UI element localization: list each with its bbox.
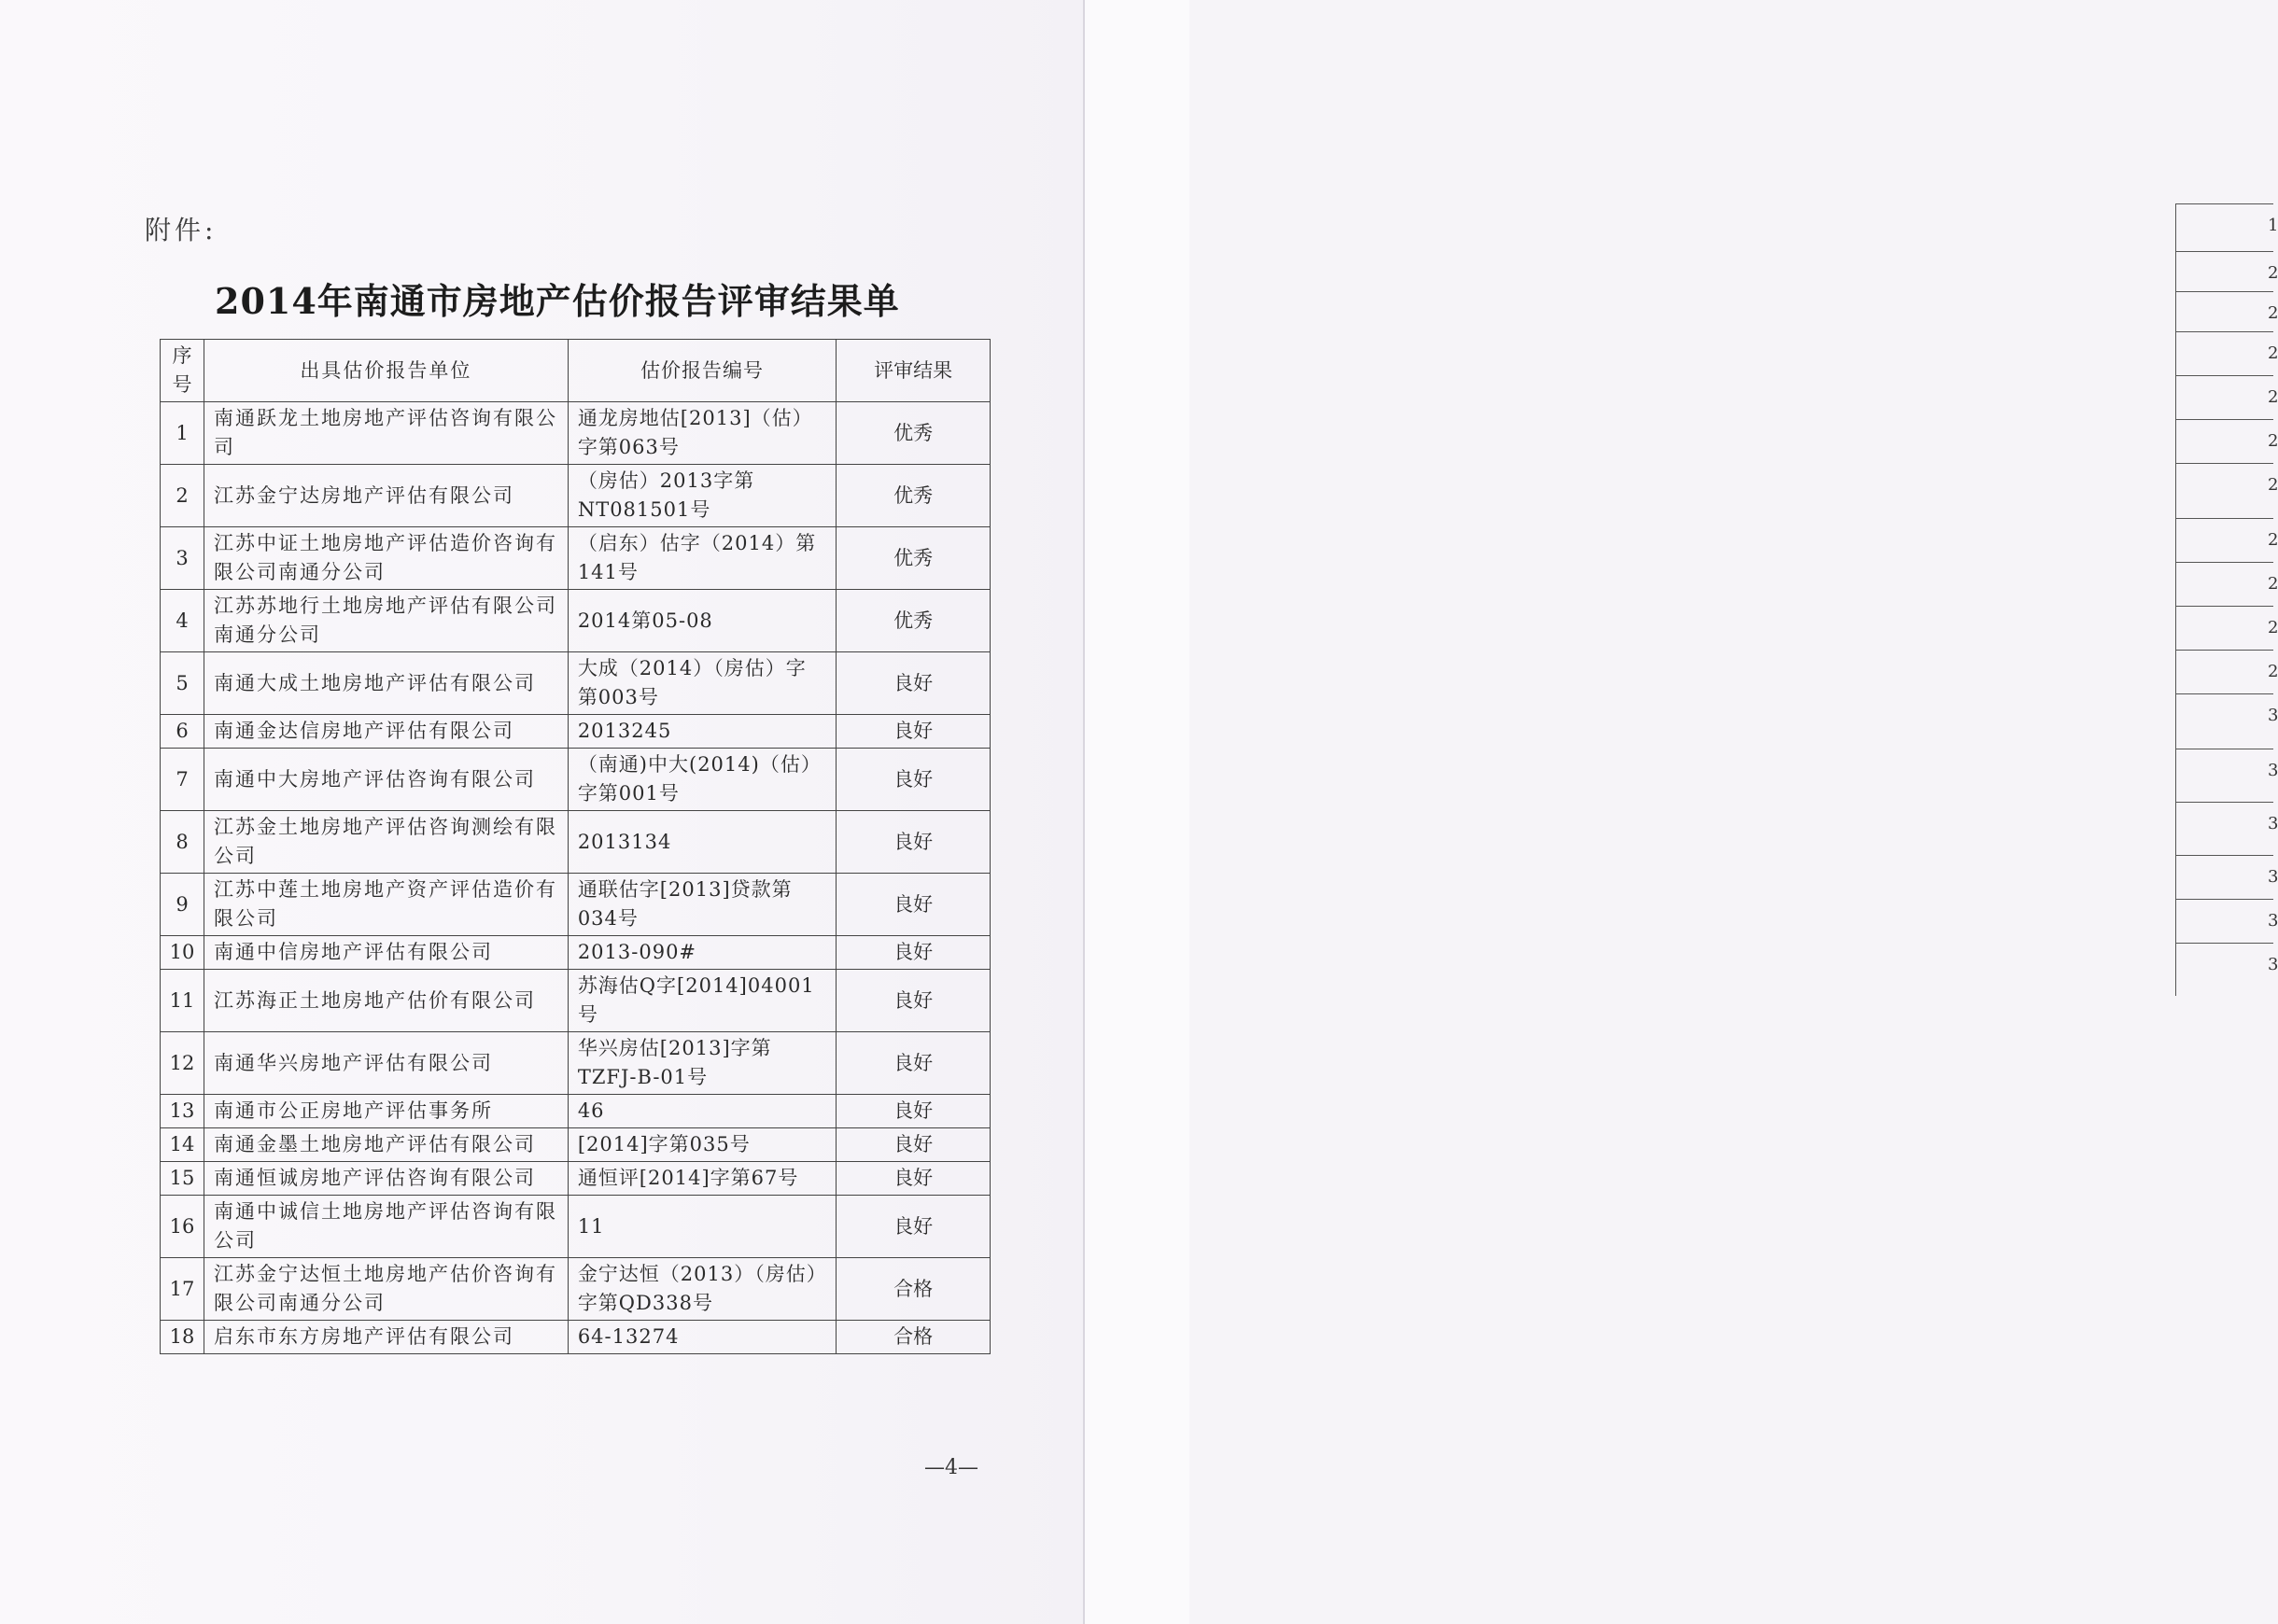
adjacent-row <box>2175 419 2278 463</box>
adjacent-row <box>2175 899 2278 943</box>
document-page <box>0 0 1083 1624</box>
row-report-code: 通龙房地估[2013]（估）字第063号 <box>568 402 836 465</box>
table-row <box>161 970 991 1032</box>
page-number: —4— <box>924 1456 978 1479</box>
row-result: 良好 <box>837 1032 991 1095</box>
adjacent-row-number: 2 <box>2268 303 2278 323</box>
adjacent-page-table <box>2175 203 2278 996</box>
row-number: 11 <box>161 970 204 1032</box>
row-result: 良好 <box>837 936 991 970</box>
row-unit: 江苏金宁达房地产评估有限公司 <box>204 465 569 527</box>
adjacent-row-number: 3 <box>2268 867 2278 887</box>
adjacent-row-number: 3 <box>2268 911 2278 931</box>
row-unit: 南通跃龙土地房地产评估咨询有限公司 <box>204 402 569 465</box>
table-row <box>161 1258 991 1321</box>
row-number: 3 <box>161 527 204 590</box>
row-report-code: 苏海估Q字[2014]04001号 <box>568 970 836 1032</box>
table-row <box>161 527 991 590</box>
adjacent-row-number: 2 <box>2268 343 2278 363</box>
row-report-code: 64-13274 <box>568 1321 836 1354</box>
adjacent-row-number: 3 <box>2268 761 2278 780</box>
adjacent-row-number: 2 <box>2268 387 2278 407</box>
row-report-code: 2013134 <box>568 811 836 874</box>
table-row <box>161 715 991 749</box>
row-report-code: 2013-090# <box>568 936 836 970</box>
adjacent-row <box>2175 518 2278 562</box>
row-report-code: 金宁达恒（2013）（房估）字第QD338号 <box>568 1258 836 1321</box>
row-result: 优秀 <box>837 402 991 465</box>
row-report-code: （启东）估字（2014）第141号 <box>568 527 836 590</box>
table-row <box>161 811 991 874</box>
row-unit: 江苏金宁达恒土地房地产估价咨询有限公司南通分公司 <box>204 1258 569 1321</box>
row-result: 良好 <box>837 715 991 749</box>
table-row <box>161 402 991 465</box>
adjacent-row <box>2175 251 2278 291</box>
row-result: 优秀 <box>837 527 991 590</box>
row-unit: 江苏中证土地房地产评估造价咨询有限公司南通分公司 <box>204 527 569 590</box>
row-number: 7 <box>161 749 204 811</box>
row-report-code: 大成（2014）（房估）字第003号 <box>568 652 836 715</box>
row-report-code: 11 <box>568 1196 836 1258</box>
table-row <box>161 936 991 970</box>
adjacent-row <box>2175 331 2278 375</box>
row-number: 15 <box>161 1162 204 1196</box>
row-report-code: 华兴房估[2013]字第TZFJ-B-01号 <box>568 1032 836 1095</box>
row-number: 16 <box>161 1196 204 1258</box>
adjacent-row-number: 2 <box>2268 431 2278 451</box>
row-number: 10 <box>161 936 204 970</box>
adjacent-row <box>2175 855 2278 899</box>
row-number: 8 <box>161 811 204 874</box>
row-report-code: [2014]字第035号 <box>568 1128 836 1162</box>
row-number: 9 <box>161 874 204 936</box>
adjacent-row <box>2175 749 2278 802</box>
table-row <box>161 1196 991 1258</box>
row-result: 合格 <box>837 1258 991 1321</box>
row-result: 良好 <box>837 1196 991 1258</box>
row-result: 良好 <box>837 749 991 811</box>
adjacent-row-number: 3 <box>2268 706 2278 725</box>
header-no: 序号 <box>161 340 204 402</box>
adjacent-row-number: 2 <box>2268 574 2278 594</box>
table-row <box>161 874 991 936</box>
table-row <box>161 749 991 811</box>
table-row <box>161 1128 991 1162</box>
row-result: 优秀 <box>837 465 991 527</box>
row-result: 良好 <box>837 874 991 936</box>
row-number: 5 <box>161 652 204 715</box>
adjacent-row <box>2175 650 2278 693</box>
document-title: 2014年南通市房地产估价报告评审结果单 <box>215 280 900 322</box>
row-unit: 江苏金土地房地产评估咨询测绘有限公司 <box>204 811 569 874</box>
row-number: 1 <box>161 402 204 465</box>
row-report-code: （南通)中大(2014)（估）字第001号 <box>568 749 836 811</box>
adjacent-row <box>2175 375 2278 419</box>
adjacent-row-number: 2 <box>2268 618 2278 637</box>
row-number: 6 <box>161 715 204 749</box>
row-number: 17 <box>161 1258 204 1321</box>
row-number: 2 <box>161 465 204 527</box>
adjacent-row <box>2175 802 2278 855</box>
table-row <box>161 465 991 527</box>
row-report-code: 通恒评[2014]字第67号 <box>568 1162 836 1196</box>
row-report-code: 2013245 <box>568 715 836 749</box>
adjacent-row <box>2175 291 2278 331</box>
table-row <box>161 1032 991 1095</box>
adjacent-row <box>2175 562 2278 606</box>
adjacent-row-number: 3 <box>2268 814 2278 833</box>
row-result: 优秀 <box>837 590 991 652</box>
row-unit: 南通市公正房地产评估事务所 <box>204 1095 569 1128</box>
results-table <box>160 339 991 1354</box>
adjacent-row <box>2175 693 2278 749</box>
header-code: 估价报告编号 <box>568 340 836 402</box>
row-number: 4 <box>161 590 204 652</box>
adjacent-row <box>2175 203 2278 251</box>
table-row <box>161 1321 991 1354</box>
row-unit: 南通中诚信土地房地产评估咨询有限公司 <box>204 1196 569 1258</box>
row-report-code: （房估）2013字第NT081501号 <box>568 465 836 527</box>
annex-label: 附件: <box>145 215 218 245</box>
row-unit: 南通金达信房地产评估有限公司 <box>204 715 569 749</box>
row-result: 良好 <box>837 1128 991 1162</box>
adjacent-row-number: 2 <box>2268 530 2278 550</box>
row-unit: 南通金墨土地房地产评估有限公司 <box>204 1128 569 1162</box>
row-number: 12 <box>161 1032 204 1095</box>
adjacent-row <box>2175 606 2278 650</box>
row-report-code: 2014第05-08 <box>568 590 836 652</box>
row-result: 良好 <box>837 1162 991 1196</box>
row-report-code: 通联估字[2013]贷款第034号 <box>568 874 836 936</box>
table-row <box>161 652 991 715</box>
table-row <box>161 1162 991 1196</box>
adjacent-row-number: 2 <box>2268 662 2278 681</box>
row-result: 合格 <box>837 1321 991 1354</box>
row-result: 良好 <box>837 1095 991 1128</box>
row-report-code: 46 <box>568 1095 836 1128</box>
adjacent-row-number: 1 <box>2268 216 2278 235</box>
row-unit: 江苏中莲土地房地产资产评估造价有限公司 <box>204 874 569 936</box>
row-number: 18 <box>161 1321 204 1354</box>
row-unit: 启东市东方房地产评估有限公司 <box>204 1321 569 1354</box>
table-header-row <box>161 340 991 402</box>
adjacent-row <box>2175 463 2278 518</box>
row-unit: 南通中大房地产评估咨询有限公司 <box>204 749 569 811</box>
adjacent-row-number: 3 <box>2268 955 2278 974</box>
row-unit: 江苏海正土地房地产估价有限公司 <box>204 970 569 1032</box>
header-unit: 出具估价报告单位 <box>204 340 569 402</box>
row-unit: 南通恒诚房地产评估咨询有限公司 <box>204 1162 569 1196</box>
table-row <box>161 590 991 652</box>
table-row <box>161 1095 991 1128</box>
row-unit: 南通华兴房地产评估有限公司 <box>204 1032 569 1095</box>
header-result: 评审结果 <box>837 340 991 402</box>
row-unit: 南通大成土地房地产评估有限公司 <box>204 652 569 715</box>
adjacent-row-number: 2 <box>2268 263 2278 283</box>
row-result: 良好 <box>837 970 991 1032</box>
row-result: 良好 <box>837 811 991 874</box>
row-number: 14 <box>161 1128 204 1162</box>
row-unit: 南通中信房地产评估有限公司 <box>204 936 569 970</box>
row-number: 13 <box>161 1095 204 1128</box>
adjacent-page <box>1083 0 2278 1624</box>
adjacent-row <box>2175 943 2278 996</box>
adjacent-row-number: 2 <box>2268 475 2278 495</box>
row-result: 良好 <box>837 652 991 715</box>
row-unit: 江苏苏地行土地房地产评估有限公司南通分公司 <box>204 590 569 652</box>
